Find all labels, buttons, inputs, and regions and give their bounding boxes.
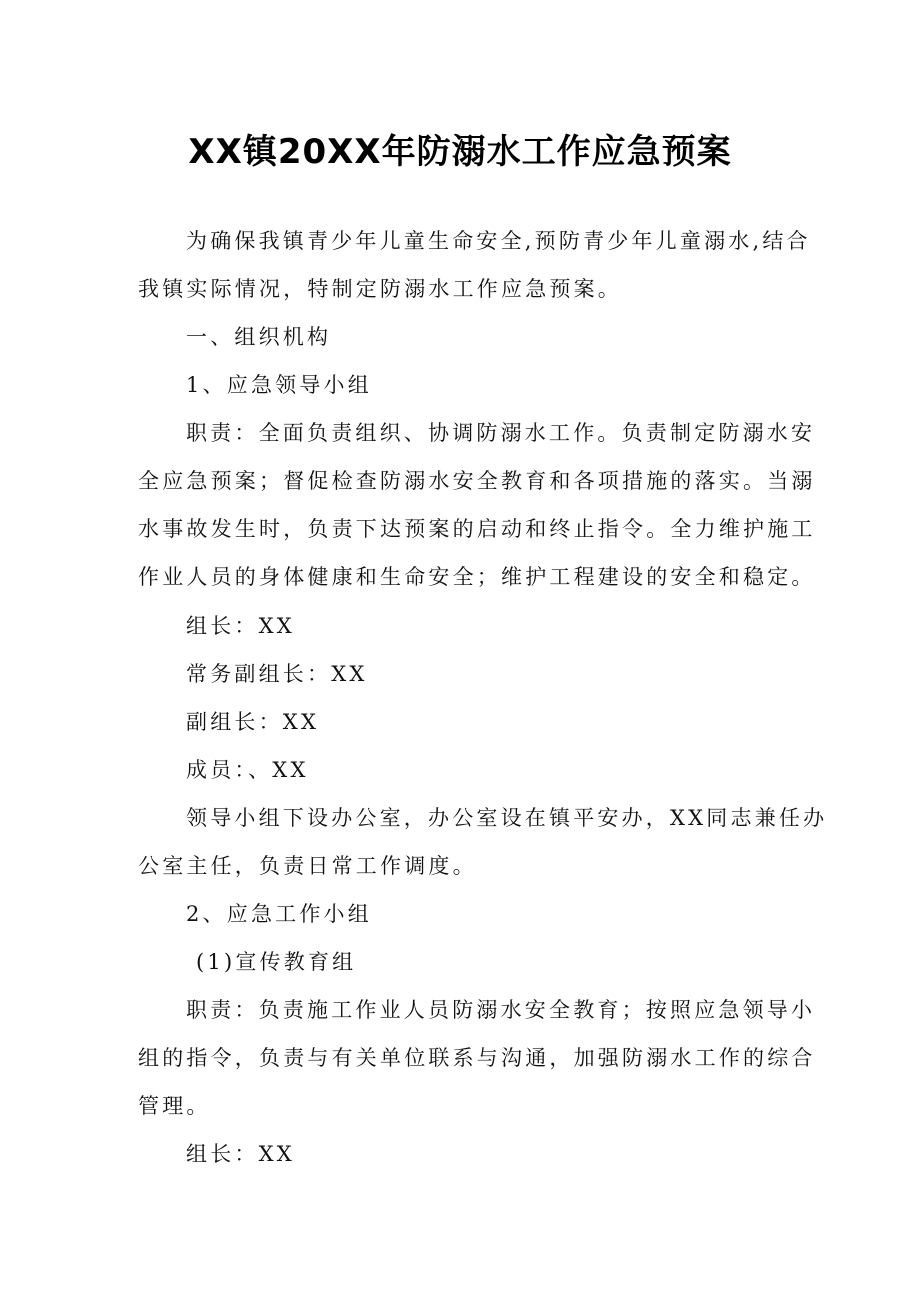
deputy-leader-line: 副组长：XX (186, 710, 320, 734)
paragraph-office-line-2: 公室主任，负责日常工作调度。 (138, 854, 477, 878)
document-title: XX镇20XX年防溺水工作应急预案 (188, 132, 732, 172)
paragraph-intro-line-1: 为确保我镇青少年儿童生命安全,预防青少年儿童溺水,结合 (186, 229, 811, 253)
paragraph-office-line-1: 领导小组下设办公室，办公室设在镇平安办，XX同志兼任办 (186, 806, 828, 830)
executive-deputy-leader-line: 常务副组长：XX (186, 662, 368, 686)
paragraph-intro-line-2: 我镇实际情况，特制定防溺水工作应急预案。 (138, 277, 622, 301)
paragraph-duties-line-3: 水事故发生时，负责下达预案的启动和终止指令。全力维护施工 (138, 517, 816, 541)
paragraph-duties-line-2: 全应急预案；督促检查防溺水安全教育和各项措施的落实。当溺 (138, 469, 816, 493)
subsection-heading-leadership-group: 1、应急领导小组 (186, 373, 372, 397)
paragraph-duties-line-4: 作业人员的身体健康和生命安全；维护工程建设的安全和稳定。 (138, 565, 816, 589)
publicity-leader-line: 组长：XX (186, 1142, 295, 1166)
paragraph-publicity-duties-line-1: 职责：负责施工作业人员防溺水安全教育；按照应急领导小 (186, 998, 816, 1022)
subsection-heading-publicity-group: (1)宣传教育组 (196, 950, 357, 974)
section-heading-organization: 一、组织机构 (186, 325, 332, 349)
paragraph-publicity-duties-line-2: 组的指令，负责与有关单位联系与沟通，加强防溺水工作的综合 (138, 1046, 816, 1070)
paragraph-publicity-duties-line-3: 管理。 (138, 1094, 211, 1118)
subsection-heading-working-group: 2、应急工作小组 (186, 902, 372, 926)
leader-line: 组长：XX (186, 614, 295, 638)
members-line: 成员：、XX (186, 758, 309, 782)
paragraph-duties-line-1: 职责：全面负责组织、协调防溺水工作。负责制定防溺水安 (186, 421, 816, 445)
